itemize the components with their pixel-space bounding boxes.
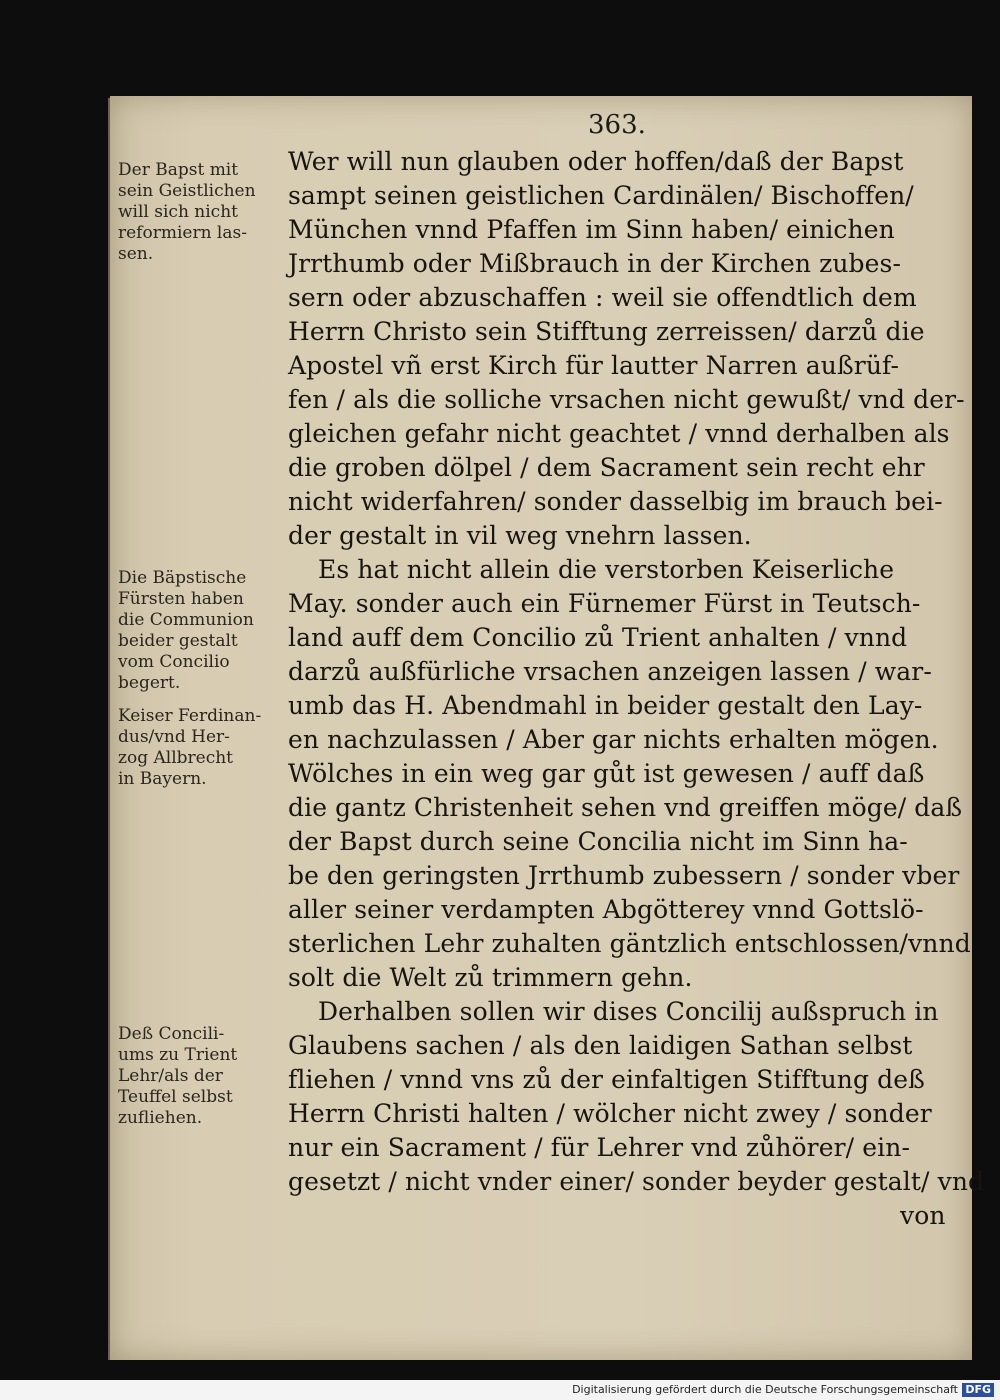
margin-note-line: Der Bapst mit [118,160,239,180]
margin-note-line: zog Allbrecht [118,748,233,768]
margin-note-line: reformiern las- [118,223,247,243]
text-line: solt die Welt zů trimmern gehn. [288,963,693,992]
text-line: Jrrthumb oder Mißbrauch in der Kirchen zubes- [288,249,902,278]
text-line: Wer will nun glauben oder hoffen/daß der Bapst [288,147,904,176]
footer-bar [0,1380,1000,1400]
margin-note-line: Teuffel selbst [118,1087,233,1107]
text-line: umb das H. Abendmahl in beider gestalt den Lay- [288,691,923,720]
text-line: May. sonder auch ein Fürnemer Fürst in Teutsch- [288,589,921,618]
margin-note-line: begert. [118,673,181,693]
margin-note-line: Deß Concili- [118,1024,225,1044]
text-line: gleichen gefahr nicht geachtet / vnnd derhalben als [288,419,950,448]
catchword: von [900,1201,946,1230]
funding-credit: Digitalisierung gefördert durch die Deutsche Forschungsgemeinschaft [572,1383,958,1396]
margin-note-line: Fürsten haben [118,589,244,609]
text-line: nicht widerfahren/ sonder dasselbig im brauch bei- [288,487,943,516]
margin-note-3 [118,706,288,790]
margin-note-line: dus/vnd Her- [118,727,230,747]
text-line: gesetzt / nicht vnder einer/ sonder beyder gestalt/ vnd [288,1167,985,1196]
margin-note-line: beider gestalt [118,631,238,651]
margin-note-line: sen. [118,244,154,264]
margin-note-4 [118,1024,288,1129]
margin-note-line: will sich nicht [118,202,238,222]
text-line: Herrn Christo sein Stifftung zerreissen/ darzů die [288,317,925,346]
text-line: Derhalben sollen wir dises Concilij außspruch in [318,997,939,1026]
text-line: darzů außfürliche vrsachen anzeigen lassen / war- [288,657,932,686]
dfg-logo: DFG [962,1383,994,1397]
text-line: sampt seinen geistlichen Cardinälen/ Bischoffen/ [288,181,914,210]
margin-note-line: ums zu Trient [118,1045,238,1065]
text-line: en nachzulassen / Aber gar nichts erhalten mögen. [288,725,939,754]
text-line: die gantz Christenheit sehen vnd greiffen möge/ daß [288,793,963,822]
margin-note-line: Lehr/als der [118,1066,223,1086]
text-line: land auff dem Concilio zů Trient anhalten / vnnd [288,623,908,652]
text-line: aller seiner verdampten Abgötterey vnnd Gottslö- [288,895,924,924]
margin-note-line: sein Geistlichen [118,181,256,201]
text-line: die groben dölpel / dem Sacrament sein recht ehr [288,453,925,482]
margin-note-1 [118,160,288,265]
margin-note-line: zufliehen. [118,1108,203,1128]
text-line: be den geringsten Jrrthumb zubessern / sonder vber [288,861,960,890]
text-line: Glaubens sachen / als den laidigen Sathan selbst [288,1031,913,1060]
text-line: fliehen / vnnd vns zů der einfaltigen Stifftung deß [288,1065,925,1094]
text-line: Wölches in ein weg gar gůt ist gewesen / auff daß [288,759,925,788]
margin-note-line: die Communion [118,610,254,630]
text-line: fen / als die solliche vrsachen nicht gewußt/ vnd der- [288,385,965,414]
text-line: Herrn Christi halten / wölcher nicht zwey / sonder [288,1099,932,1128]
text-line: nur ein Sacrament / für Lehrer vnd zůhörer/ ein- [288,1133,910,1162]
margin-note-2 [118,568,288,694]
text-line: München vnnd Pfaffen im Sinn haben/ einichen [288,215,895,244]
margin-note-line: in Bayern. [118,769,207,789]
text-line: der gestalt in vil weg vnehrn lassen. [288,521,752,550]
text-line: sern oder abzuschaffen : weil sie offendtlich dem [288,283,917,312]
text-line: sterlichen Lehr zuhalten gäntzlich entschlossen/vnnd [288,929,971,958]
text-line: der Bapst durch seine Concilia nicht im Sinn ha- [288,827,908,856]
margin-note-line: Keiser Ferdinan- [118,706,262,726]
text-line: Apostel vñ erst Kirch für lautter Narren außrüf- [288,351,900,380]
margin-note-line: Die Bäpstische [118,568,247,588]
page-number: 363. [588,110,646,140]
margin-note-line: vom Concilio [118,652,230,672]
text-line: Es hat nicht allein die verstorben Keiserliche [318,555,895,584]
